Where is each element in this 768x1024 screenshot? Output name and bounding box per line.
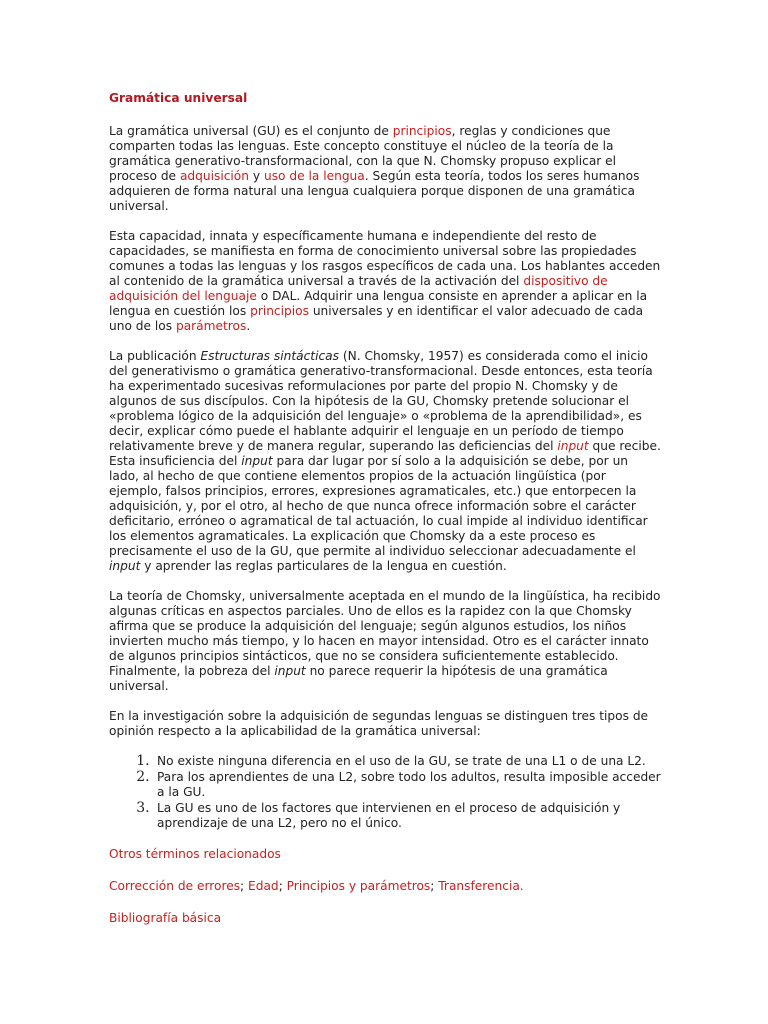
link-edad[interactable]: Edad xyxy=(248,879,279,893)
link-principios-2[interactable]: principios xyxy=(250,304,309,318)
list-item: 2. Para los aprendientes de una L2, sobre todo los adultos, resulta imposible acceder a la GU. xyxy=(154,770,661,800)
term-input: input xyxy=(109,559,141,573)
link-principios[interactable]: principios xyxy=(392,124,452,138)
link-correccion-de-errores[interactable]: Corrección de errores xyxy=(109,879,241,893)
link-adquisicion[interactable]: adquisición xyxy=(179,169,249,183)
bibliography-heading: Bibliografía básica xyxy=(109,911,222,925)
book-title-estructuras: Estructuras sintácticas xyxy=(200,349,339,363)
link-input[interactable]: input xyxy=(557,439,589,453)
list-item: 3. La GU es uno de los factores que intervienen en el proceso de adquisición y aprendizaje de una L2, pero no el único. xyxy=(154,801,661,831)
related-terms-links: Corrección de errores; Edad; Principios y parámetros; Transferencia. xyxy=(109,879,524,893)
related-terms-heading: Otros términos relacionados xyxy=(109,847,281,861)
paragraph-1: La gramática universal (GU) es el conjunto de principios, reglas y condiciones que comparten todas las lenguas. Este concepto constituye el núcleo de la teoría de la gramática generativo-transformacional, con la que N. Chomsky propuso explicar el proceso de adquisición y uso de la lengua. Según esta teoría, todos los seres humanos adquieren de forma natural una lengua cualquiera porque disponen de una gramática universal. xyxy=(109,124,640,213)
paragraph-3: La publicación Estructuras sintácticas (N. Chomsky, 1957) es considerada como el inicio del generativismo o gramática generativo-transformacional. Desde entonces, esta teoría ha experimentado sucesivas reformulaciones por parte del propio N. Chomsky y de algunos de sus discípulos. Con la hipótesis de la GU, Chomsky pretende solucionar el «problema lógico de la adquisición del lenguaje» o «problema de la aprendibilidad», es decir, explicar cómo puede el hablante adquirir el lenguaje en un período de tiempo relativamente breve y de manera regular, superando las deficiencias del input que recibe. Esta insuficiencia del input para dar lugar por sí solo a la adquisición se debe, por un lado, al hecho de que contiene elementos propios de la actuación lingüística (por ejemplo, falsos principios, errores, expresiones agramaticales, etc.) que entorpecen la adquisición, y, por el otro, al hecho de que nunca ofrece información sobre el carácter deficitario, erróneo o agramatical de tal actuación, lo cual impide al individuo identificar los elementos agramaticales. La explicación que Chomsky da a este proceso es precisamente el uso de la GU, que permite al individuo seleccionar adecuadamente el input y aprender las reglas particulares de la lengua en cuestión. xyxy=(109,349,661,573)
article-title: Gramática universal xyxy=(109,91,248,105)
paragraph-4: La teoría de Chomsky, universalmente aceptada en el mundo de la lingüística, ha recibido algunas críticas en aspectos parciales. Uno de ellos es la rapidez con la que Chomsky afirma que se produce la adquisición del lenguaje; según algunos estudios, los niños invierten mucho más tiempo, y lo hacen en mayor intensidad. Otro es el carácter innato de algunos principios sintácticos, que no se considera suficientemente establecido. Finalmente, la pobreza del input no parece requerir la hipótesis de una gramática universal. xyxy=(109,589,661,693)
paragraph-2: Esta capacidad, innata y específicamente humana e independiente del resto de capacidades, se manifiesta en forma de conocimiento universal sobre las propiedades comunes a todas las lenguas y los rasgos específicos de cada una. Los hablantes acceden al contenido de la gramática universal a través de la activación del dispositivo de adquisición del lenguaje o DAL. Adquirir una lengua consiste en aprender a aplicar en la lengua en cuestión los principios universales y en identificar el valor adecuado de cada uno de los parámetros. xyxy=(109,229,661,333)
opinion-list xyxy=(109,754,661,831)
paragraph-5: En la investigación sobre la adquisición de segundas lenguas se distinguen tres tipos de opinión respecto a la aplicabilidad de la gramática universal: xyxy=(109,709,649,738)
link-principios-y-parametros[interactable]: Principios y parámetros xyxy=(286,879,431,893)
link-parametros[interactable]: parámetros xyxy=(175,319,247,333)
link-dispositivo-adquisicion[interactable]: dispositivo de adquisición del lenguaje xyxy=(109,274,608,303)
link-uso-de-la-lengua[interactable]: uso de la lengua xyxy=(263,169,365,183)
article xyxy=(109,91,661,926)
term-input: input xyxy=(274,664,306,678)
term-input: input xyxy=(241,454,273,468)
list-item: 1. No existe ninguna diferencia en el uso de la GU, se trate de una L1 o de una L2. xyxy=(154,754,661,769)
link-transferencia[interactable]: Transferencia. xyxy=(438,879,524,893)
